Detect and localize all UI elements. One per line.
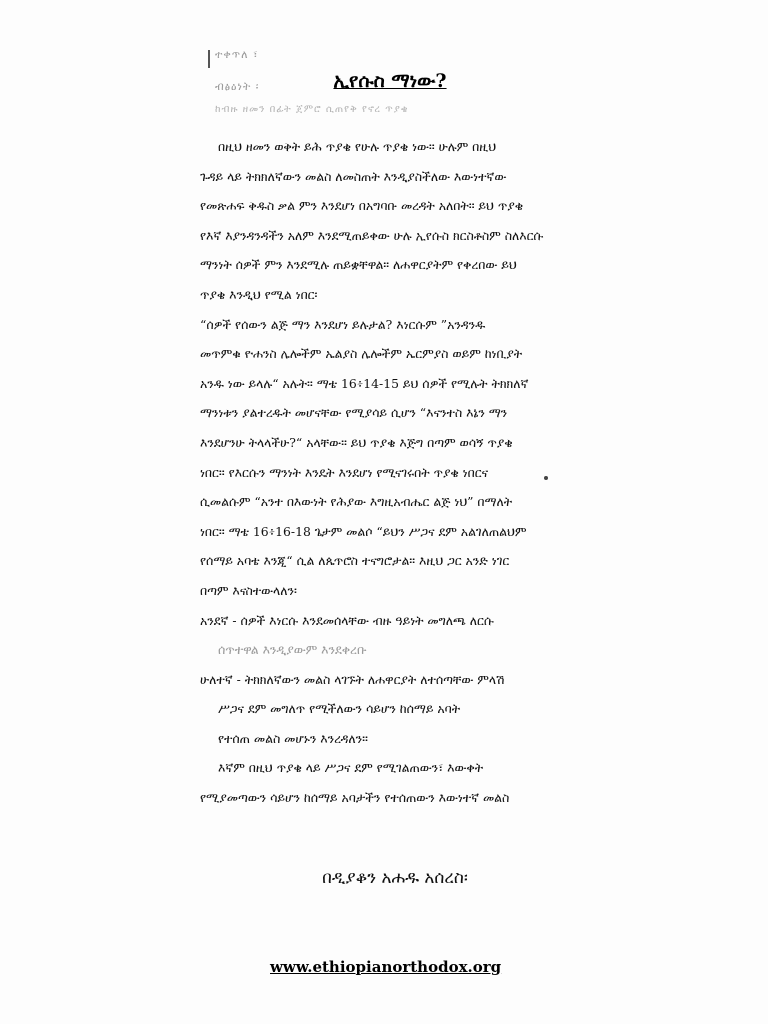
body-line: ጉዳይ ላይ ትክክለኛውን መልስ ለመስጠት እንዲያስችለው እውነተኛው [200, 168, 507, 184]
body-line: ሁለተኛ - ትክክለኛውን መልስ ላገኙት ለሐዋርያት ለተሰጣቸው ምላሽ [200, 671, 505, 687]
body-line: የሚያመጣውን ሳይሆን ከሰማይ አባታችን የተሰጠውን እውነተኛ መልስ [200, 790, 510, 806]
faint-header-line-1: ተቀጥለ ፣ [215, 48, 259, 61]
body-line: ጥያቄ እንዲህ የሚል ነበር፡ [200, 286, 318, 302]
body-line: የተሰጠ መልስ መሆኑን እንረዳለን። [218, 730, 368, 746]
document-title: ኢየሱስ ማነው? [333, 70, 447, 92]
author-signature: በዲያቆን አሐዱ አሰረስ፡ [322, 868, 468, 888]
body-line: እኛም በዚህ ጥያቄ ላይ ሥጋና ደም የሚገልጠውን፣ እውቀት [218, 760, 484, 776]
footer-url: www.ethiopianorthodox.org [270, 958, 502, 976]
body-line: ሰጥተዋል እንዲያውም እንደቀረቡ [218, 642, 367, 658]
body-line: የሰማይ አባቴ እንጂ“ ሲል ለጴጥሮስ ተናግሮታል። እዚህ ጋር አንድ ነገር [200, 553, 510, 569]
body-line: ነበር። ማቴ 16፥16-18 ጌታም መልሶ “ይህን ሥጋና ደም አልገለጠልህም [200, 523, 527, 539]
body-line: የእኛ እያንዳንዳችን አለም እንደሚጠይቀው ሁሉ ኢየሱስ ክርስቶስም ስለእርሱ [200, 227, 544, 243]
body-line: በጣም እናስተውላለን፡ [200, 582, 297, 598]
stray-mark [544, 476, 548, 480]
body-line: የመጽሐፍ ቅዱስ ቃል ምን እንደሆነ በአግባቡ መረዳት አለበት። ይህ ጥያቄ [200, 198, 524, 214]
body-line: አንዱ ነው ይላሉ“ አሉት። ማቴ 16፥14-15 ይህ ሰዎች የሚሉት ትክክለኛ [200, 375, 529, 391]
body-line: በዚህ ዘመን ወቅት ይሕ ጥያቄ የሁሉ ጥያቄ ነው። ሁሉም በዚህ [218, 139, 497, 154]
faint-subheader: ከብዙ ዘመን በፊት ጀምሮ ሲጠየቅ የኖረ ጥያቄ [215, 104, 409, 115]
margin-mark [208, 50, 210, 68]
body-line: ሥጋና ደም መግለጥ የሚችለውን ሳይሆን ከሰማይ አባት [218, 701, 461, 717]
body-line: ሲመልሱም “አንተ በእውነት የሕያው እግዚአብሔር ልጅ ነህ” በማለት [200, 494, 513, 510]
body-line: ማንነቱን ያልተረዱት መሆናቸው የሚያሳይ ሲሆን “እናንተስ እኔን ማን [200, 405, 508, 421]
body-line: እንደሆንሁ ትላላችሁ?“ አላቸው። ይህ ጥያቄ እጅግ በጣም ወሳኝ ጥያቄ [200, 434, 513, 450]
body-line: አንደኛ - ሰዎች እነርሱ እንደመሰላቸው ብዙ ዓይነት መግለጫ ለርሱ [200, 612, 494, 628]
body-line: ነበር። የእርሱን ማንነት እንዴት እንደሆነ የሚናገሩበት ጥያቄ ነበርና [200, 464, 489, 480]
body-line: “ሰዎች የሰውን ልጅ ማን እንደሆነ ይሉታል? እነርሱም ”አንዳንዱ [200, 316, 486, 332]
faint-header-line-2: ብፅዕነት ፡ [215, 80, 260, 93]
body-line: ማንነት ሰዎች ምን እንደሚሉ ጠይቋቸዋል። ለሐዋርያትም የቀረበው ይህ [200, 257, 517, 273]
body-line: መጥምቁ ዮሐንስ ሌሎችም ኤልያስ ሌሎችም ኤርምያስ ወይም ከነቢያት [200, 346, 523, 362]
document-body [200, 132, 558, 813]
